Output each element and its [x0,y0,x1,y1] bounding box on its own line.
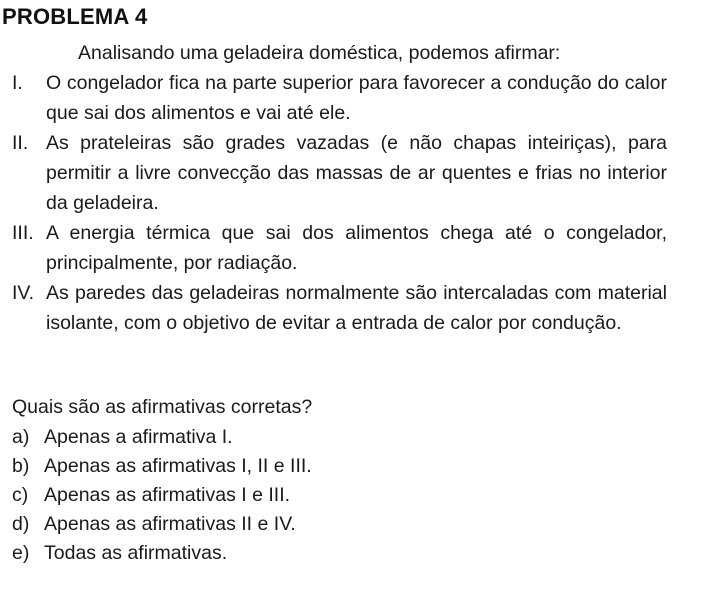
problem-intro: Analisando uma geladeira doméstica, podemos afirmar: [78,42,561,64]
answer-option-e[interactable] [12,539,612,568]
statement-text: O congelador fica na parte superior para favorecer a condução do calor que sai dos alimentos e vai até ele. [46,72,667,124]
statement-item [12,128,667,218]
statement-numeral: II. [12,132,29,154]
option-letter: a) [12,426,30,448]
option-text: Apenas as afirmativas II e IV. [44,513,296,535]
option-text: Apenas as afirmativas I e III. [44,484,291,506]
statement-text: As prateleiras são grades vazadas (e não chapas inteiriças), para permitir a livre convecção das massas de ar quentes e frias no interior da geladeira. [46,132,667,214]
answer-option-c[interactable] [12,481,612,510]
answer-option-d[interactable] [12,510,612,539]
answer-options [12,423,612,568]
statement-numeral: III. [12,222,34,244]
option-text: Todas as afirmativas. [44,542,228,564]
option-text: Apenas a afirmativa I. [44,426,233,448]
problem-title: PROBLEMA 4 [2,4,148,29]
statement-item [12,218,667,278]
statement-list [12,68,667,338]
question-prompt: Quais são as afirmativas corretas? [12,396,313,418]
statement-numeral: I. [12,72,23,94]
answer-option-a[interactable] [12,423,612,452]
statement-item [12,278,667,338]
statement-numeral: IV. [12,282,35,304]
statement-item [12,68,667,128]
option-letter: c) [12,484,29,506]
option-letter: d) [12,513,30,535]
statement-text: A energia térmica que sai dos alimentos chega até o congelador, principalmente, por radiação. [46,222,667,274]
answer-option-b[interactable] [12,452,612,481]
statement-text: As paredes das geladeiras normalmente são intercaladas com material isolante, com o objetivo de evitar a entrada de calor por condução. [46,282,667,334]
option-letter: e) [12,542,30,564]
option-text: Apenas as afirmativas I, II e III. [44,455,312,477]
option-letter: b) [12,455,30,477]
